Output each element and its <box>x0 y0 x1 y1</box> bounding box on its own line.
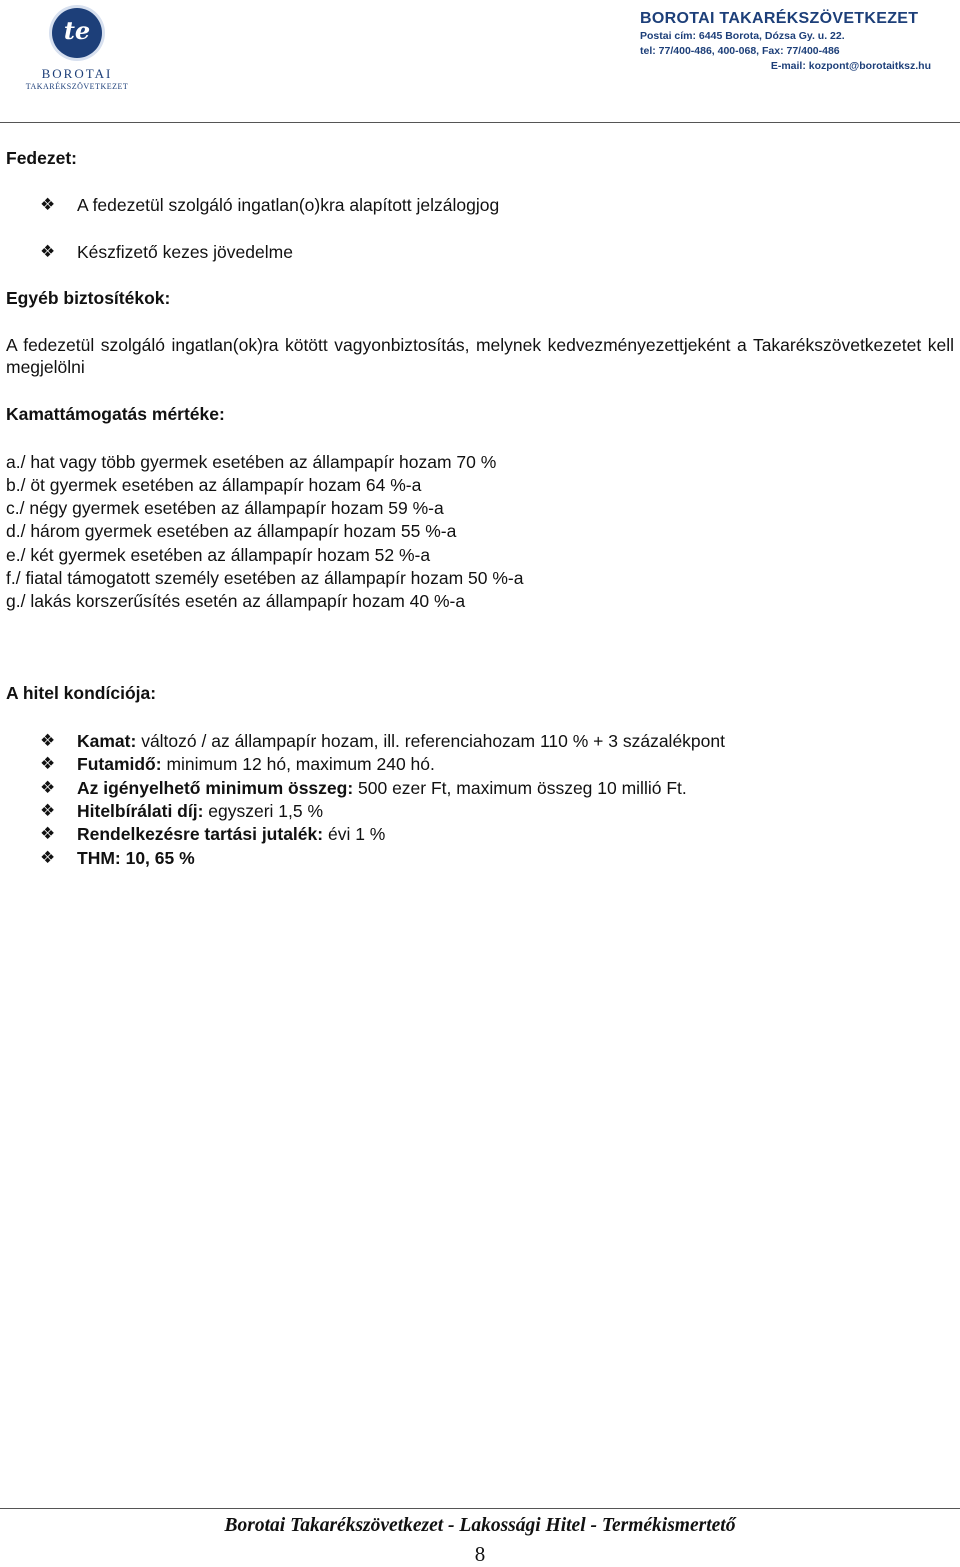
kondicio-heading: A hitel kondíciója: <box>6 683 157 703</box>
diamond-bullet-icon: ❖ <box>40 848 56 867</box>
kondicio-value: 500 ezer Ft, maximum összeg 10 millió Ft. <box>353 778 687 798</box>
diamond-bullet-icon: ❖ <box>40 195 56 214</box>
kamat-item: g./ lakás korszerűsítés esetén az állampapír hozam 40 %-a <box>6 591 466 611</box>
diamond-bullet-icon: ❖ <box>40 242 56 261</box>
diamond-bullet-icon: ❖ <box>40 731 56 750</box>
company-address: Postai cím: 6445 Borota, Dózsa Gy. u. 22. <box>640 30 845 42</box>
logo-subtitle: TAKARÉKSZÖVETKEZET <box>25 82 129 91</box>
company-name: BOROTAI TAKARÉKSZÖVETKEZET <box>640 10 919 27</box>
kamat-item: c./ négy gyermek esetében az állampapír hozam 59 %-a <box>6 498 444 518</box>
page-header <box>0 0 960 122</box>
kamat-item: d./ három gyermek esetében az állampapír hozam 55 %-a <box>6 521 457 541</box>
kamat-item: b./ öt gyermek esetében az állampapír hozam 64 %-a <box>6 475 422 495</box>
kamat-item: a./ hat vagy több gyermek esetében az állampapír hozam 70 % <box>6 452 497 472</box>
egyeb-heading: Egyéb biztosítékok: <box>6 288 171 308</box>
kondicio-value: évi 1 % <box>323 824 386 844</box>
fedezet-heading: Fedezet: <box>6 148 77 168</box>
kondicio-label: THM: 10, 65 % <box>77 848 195 868</box>
diamond-bullet-icon: ❖ <box>40 754 56 773</box>
company-phone: tel: 77/400-486, 400-068, Fax: 77/400-486 <box>640 45 840 57</box>
footer-divider <box>0 1508 960 1509</box>
company-logo <box>22 8 132 94</box>
kondicio-item <box>77 730 725 752</box>
kondicio-value: egyszeri 1,5 % <box>203 801 324 821</box>
kondicio-item <box>77 823 385 845</box>
diamond-bullet-icon: ❖ <box>40 824 56 843</box>
kamat-item: e./ két gyermek esetében az állampapír hozam 52 %-a <box>6 545 431 565</box>
kondicio-value: minimum 12 hó, maximum 240 hó. <box>161 754 435 774</box>
kondicio-value: változó / az állampapír hozam, ill. referenciahozam 110 % + 3 százalékpont <box>136 731 725 751</box>
kamat-heading: Kamattámogatás mértéke: <box>6 404 225 424</box>
company-email: E-mail: kozpont@borotaitksz.hu <box>770 60 931 72</box>
kamat-item: f./ fiatal támogatott személy esetében az állampapír hozam 50 %-a <box>6 568 524 588</box>
page-number: 8 <box>474 1542 486 1566</box>
kondicio-label: Futamidő: <box>77 754 162 774</box>
fedezet-item: A fedezetül szolgáló ingatlan(o)kra alapított jelzálogjog <box>77 195 500 215</box>
footer-title: Borotai Takarékszövetkezet - Lakossági Hitel - Termékismertető <box>224 1515 736 1536</box>
kondicio-item <box>77 753 435 775</box>
kondicio-label: Hitelbírálati díj: <box>77 801 204 821</box>
egyeb-text: A fedezetül szolgáló ingatlan(ok)ra kötött vagyonbiztosítás, melynek kedvezményezettjeként a Takarékszövetkezetet kell megjelölni <box>6 335 954 377</box>
kondicio-item <box>77 847 195 869</box>
diamond-bullet-icon: ❖ <box>40 778 56 797</box>
fedezet-item: Készfizető kezes jövedelme <box>77 242 293 262</box>
logo-emblem-icon: te <box>52 8 102 58</box>
header-divider <box>0 122 960 123</box>
diamond-bullet-icon: ❖ <box>40 801 56 820</box>
kondicio-item <box>77 777 687 799</box>
company-info <box>640 10 945 73</box>
kondicio-label: Kamat: <box>77 731 137 751</box>
kondicio-label: Az igényelhető minimum összeg: <box>77 778 354 798</box>
kondicio-item <box>77 800 323 822</box>
logo-name: BOROTAI <box>41 66 113 81</box>
kondicio-label: Rendelkezésre tartási jutalék: <box>77 824 324 844</box>
